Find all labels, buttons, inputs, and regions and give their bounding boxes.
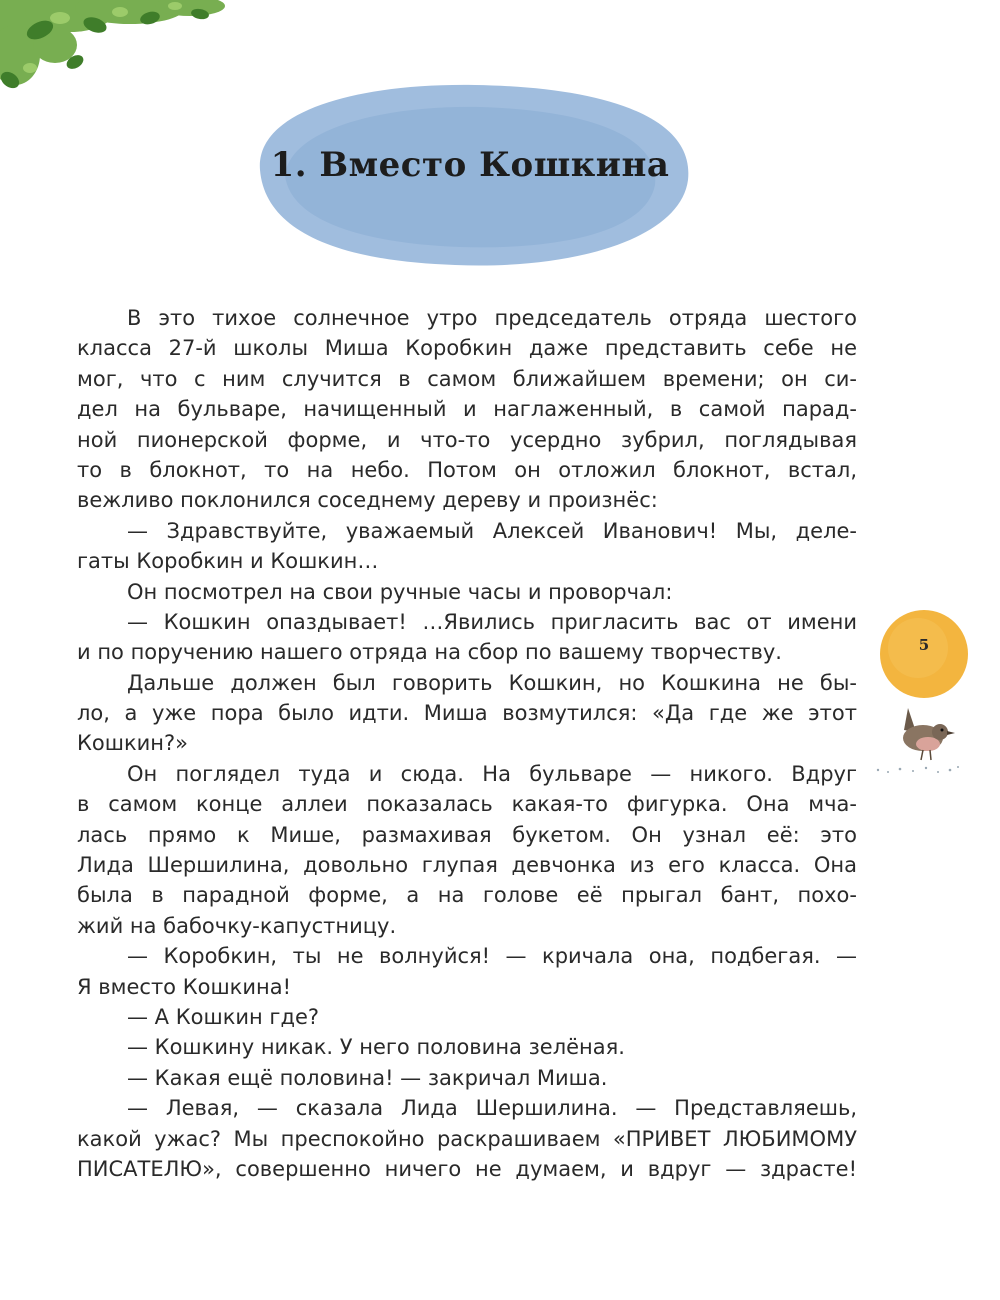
text-line: Лида Шершилина, довольно глупая девчонка из его класса. Она [77, 853, 857, 878]
text-line: — Здравствуйте, уважаемый Алексей Иванович! Мы, деле- [127, 518, 857, 543]
text-line: была в парадной форме, а на голове её прыгал бант, похо- [77, 883, 857, 908]
text-line: в самом конце аллеи показалась какая-то фигурка. Она мча- [77, 792, 857, 817]
text-line: — Коробкин, ты не волнуйся! — кричала она, подбегая. — [127, 944, 857, 969]
bird-icon [868, 690, 964, 780]
chapter-title: 1. Вместо Кошкина [270, 145, 670, 185]
body-text [77, 303, 857, 1184]
text-line: Кошкин?» [77, 731, 189, 756]
text-line: Дальше должен был говорить Кошкин, но Кошкина не бы- [127, 670, 857, 695]
text-line: ной пионерской форме, и что-то усердно зубрил, поглядывая [77, 427, 857, 452]
text-line: и по поручению нашего отряда на сбор по вашему творчеству. [77, 640, 782, 665]
text-line: то в блокнот, то на небо. Потом он отложил блокнот, встал, [77, 457, 857, 482]
text-line: Я вместо Кошкина! [77, 974, 292, 999]
text-line: — Кошкин опаздывает! …Явились пригласить вас от имени [127, 609, 857, 634]
text-line: ло, а уже пора было идти. Миша возмутился: «Да где же этот [77, 701, 857, 726]
text-line: гаты Коробкин и Кошкин… [77, 549, 379, 574]
orange-circle-icon [878, 608, 970, 700]
text-line: мог, что с ним случится в самом ближайшем времени; он си- [77, 366, 857, 391]
text-line: какой ужас? Мы преспокойно раскрашиваем «ПРИВЕТ ЛЮБИМОМУ [77, 1126, 857, 1151]
text-line: — А Кошкин где? [127, 1004, 320, 1029]
text-line: Он посмотрел на свои ручные часы и проворчал: [127, 579, 673, 604]
text-line: класса 27-й школы Миша Коробкин даже представить себе не [77, 336, 857, 361]
text-line: вежливо поклонился соседнему дереву и произнёс: [77, 488, 658, 513]
text-line: ПИСАТЕЛЮ», совершенно ничего не думаем, и вдруг — здрасте! [77, 1156, 857, 1181]
text-line: В это тихое солнечное утро председатель отряда шестого [127, 306, 857, 330]
text-line: — Какая ещё половина! — закричал Миша. [127, 1065, 608, 1090]
text-line: дел на бульваре, начищенный и наглаженный, в самой парад- [77, 397, 857, 422]
text-line: — Левая, — сказала Лида Шершилина. — Представляешь, [127, 1096, 857, 1121]
text-line: Он поглядел туда и сюда. На бульваре — никого. Вдруг [127, 761, 857, 786]
leaves-icon [0, 0, 230, 110]
text-line: — Кошкину никак. У него половина зелёная. [127, 1035, 625, 1060]
text-line: жий на бабочку-капустницу. [77, 913, 397, 938]
page-number: 5 [918, 636, 930, 654]
text-line: лась прямо к Мише, размахивая букетом. Он узнал её: это [77, 822, 857, 847]
